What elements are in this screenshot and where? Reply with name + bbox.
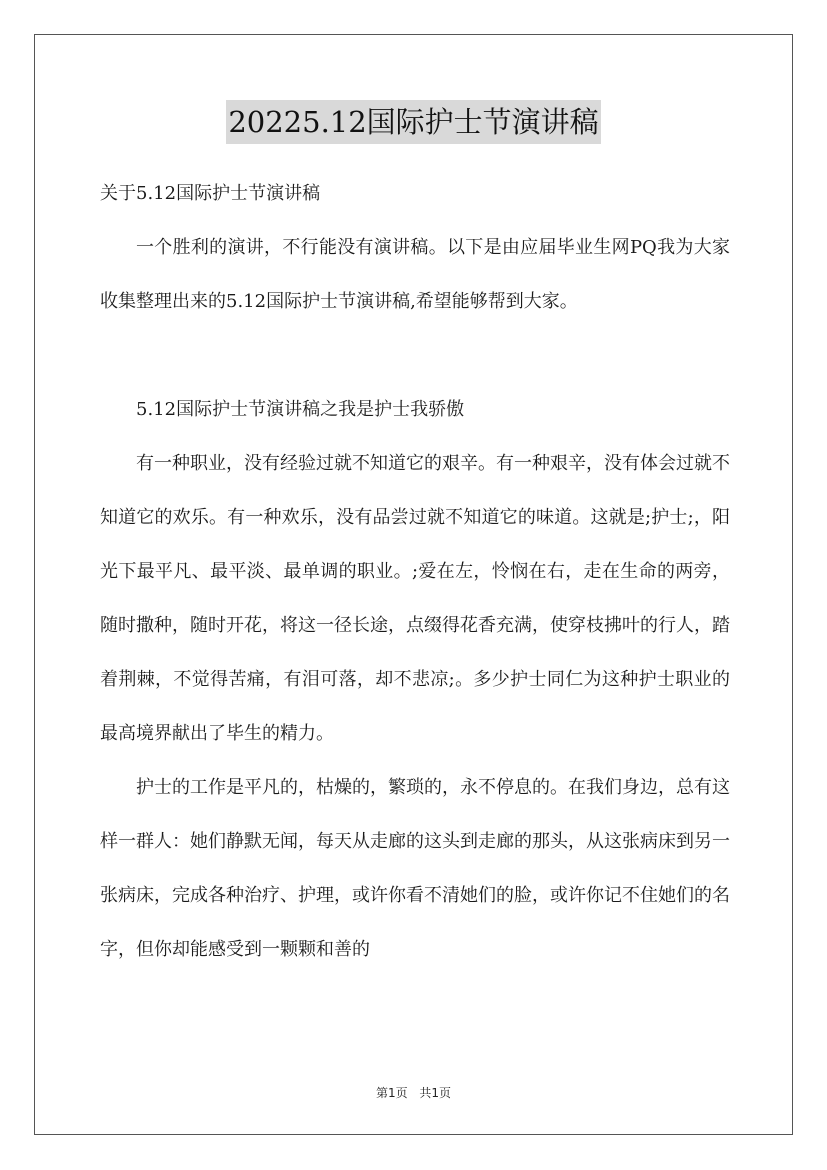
body-paragraph-2: 护士的工作是平凡的，枯燥的，繁琐的，永不停息的。在我们身边，总有这样一群人：她们静默无闻，每天从走廊的这头到走廊的那头，从这张病床到另一张病床，完成各种治疗、护理，或许你看不清她们的脸，或许你记不住她们的名字，但你却能感受到一颗颗和善的: [100, 777, 730, 960]
page-total: 共1页: [419, 1086, 452, 1100]
title-container: [0, 100, 827, 144]
page-footer: [0, 1084, 827, 1101]
section-heading: 5.12国际护士节演讲稿之我是护士我骄傲: [136, 399, 465, 420]
document-title: 20225.12国际护士节演讲稿: [226, 100, 600, 144]
document-body: [100, 167, 730, 977]
blank-line: [100, 329, 730, 383]
document-subtitle: 关于5.12国际护士节演讲稿: [100, 183, 321, 204]
page-number: 第1页: [375, 1086, 408, 1100]
body-paragraph-1: 有一种职业，没有经验过就不知道它的艰辛。有一种艰辛，没有体会过就不知道它的欢乐。有一种欢乐，没有品尝过就不知道它的味道。这就是;护士;，阳光下最平凡、最平淡、最单调的职业。;爱在左，怜悯在右，走在生命的两旁，随时撒种，随时开花，将这一径长途，点缀得花香充满，使穿枝拂叶的行人，踏着荆棘，不觉得苦痛，有泪可落，却不悲凉;。多少护士同仁为这种护士职业的最高境界献出了毕生的精力。: [100, 453, 730, 744]
intro-paragraph: 一个胜利的演讲，不行能没有演讲稿。以下是由应届毕业生网PQ我为大家收集整理出来的5.12国际护士节演讲稿,希望能够帮到大家。: [100, 237, 730, 312]
